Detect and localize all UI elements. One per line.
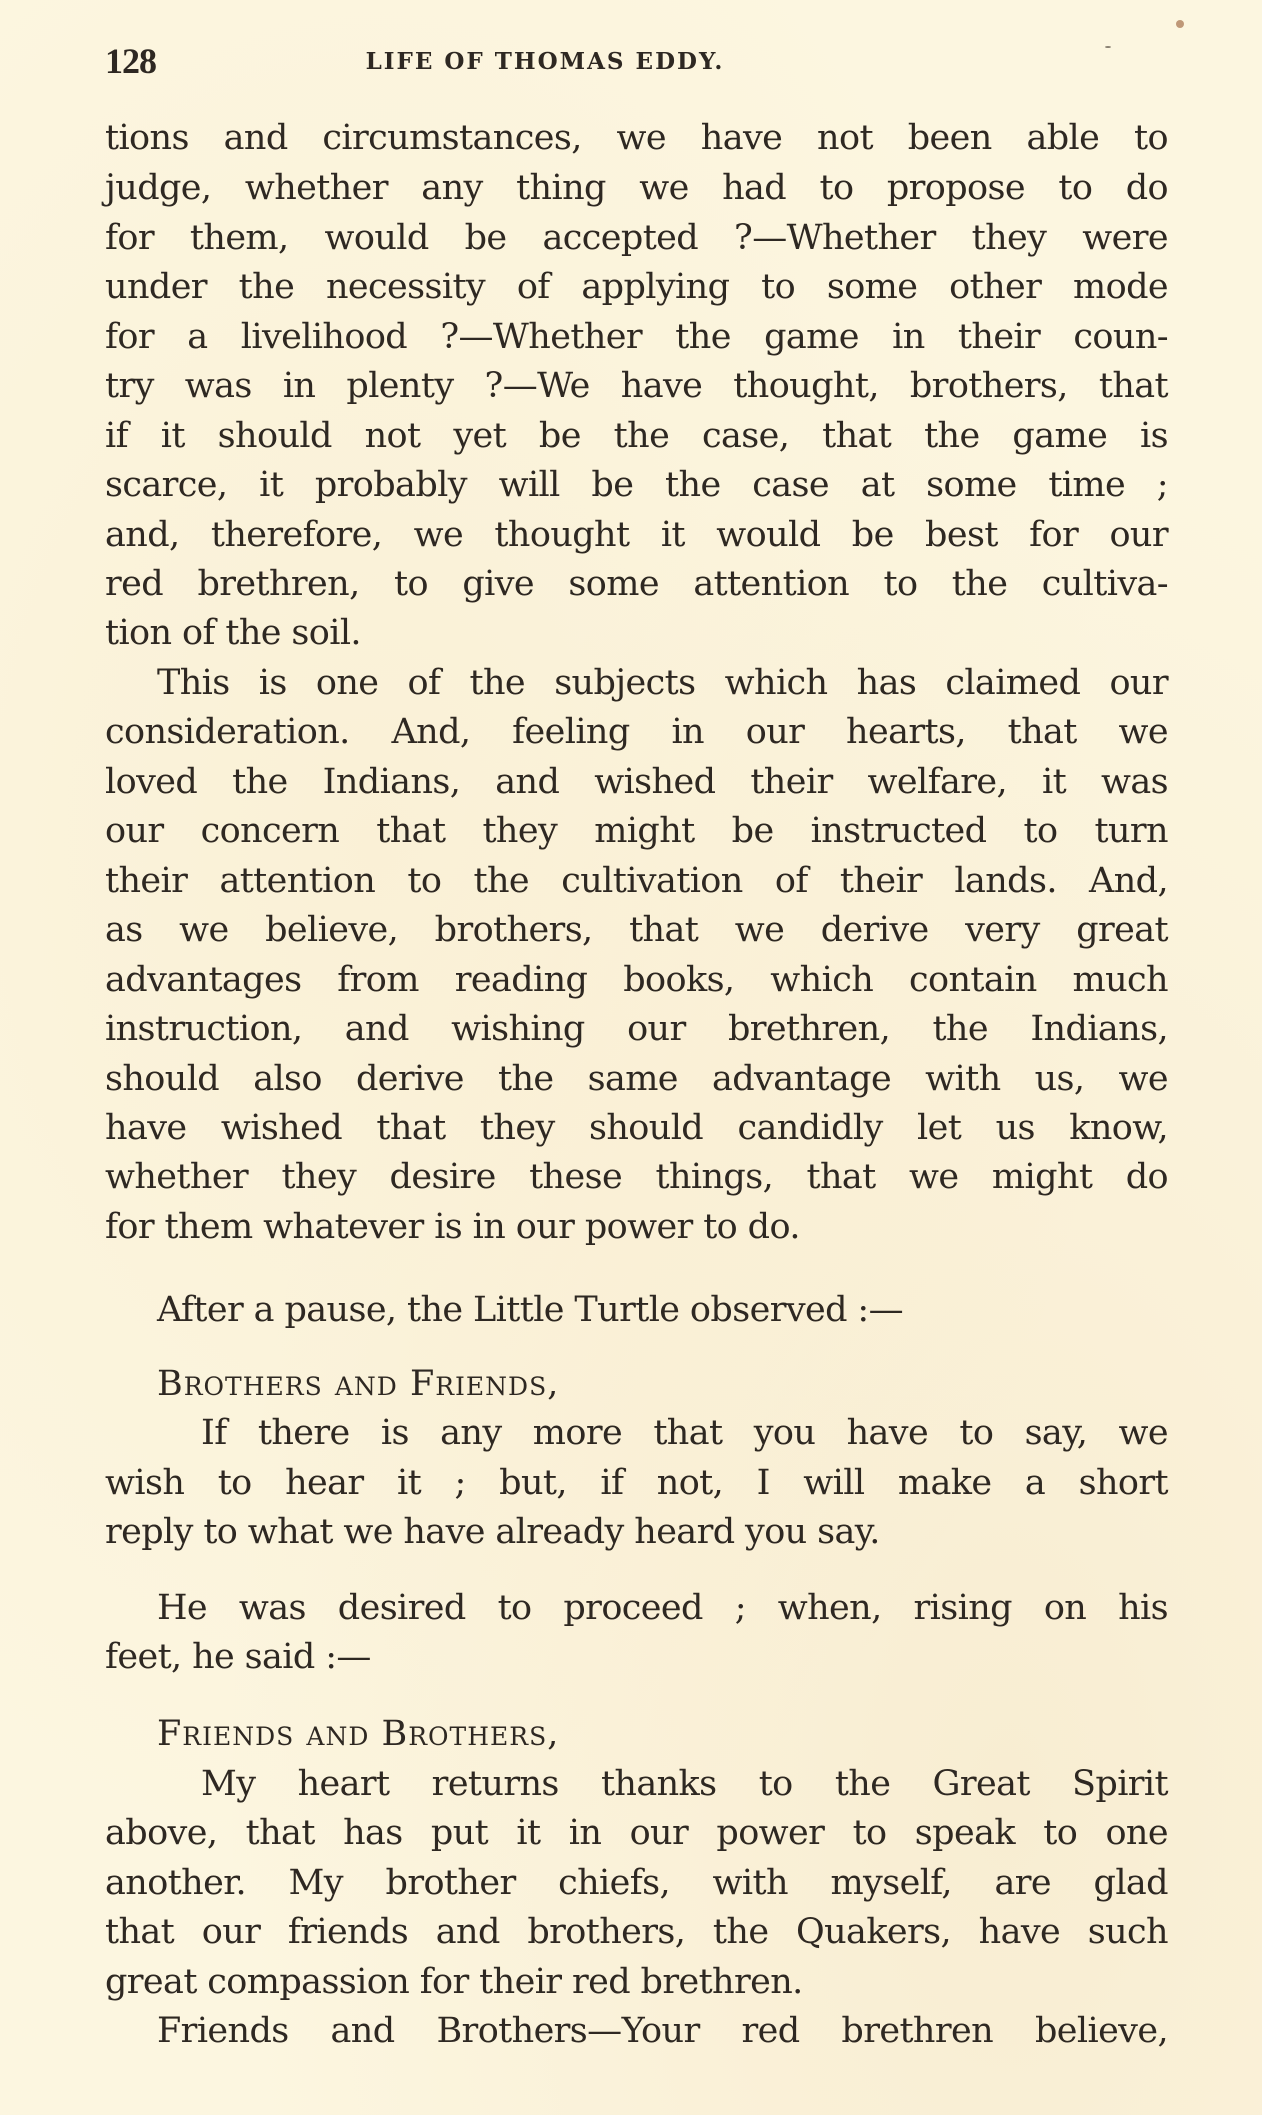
text-line: should also derive the same advantage with us, we (105, 1059, 1168, 1099)
text-line: for a livelihood ?—Whether the game in their coun- (105, 317, 1168, 357)
paper-blemish (1176, 20, 1184, 28)
text-line: tion of the soil. (105, 613, 361, 653)
text-line: He was desired to proceed ; when, rising on his (157, 1588, 1168, 1628)
text-line: This is one of the subjects which has claimed our (157, 663, 1168, 703)
text-line: red brethren, to give some attention to the cultiva- (105, 564, 1168, 604)
text-line: for them whatever is in our power to do. (105, 1207, 800, 1247)
text-line: try was in plenty ?—We have thought, brothers, that (105, 366, 1168, 406)
text-line: reply to what we have already heard you say. (105, 1512, 880, 1552)
text-line: scarce, it probably will be the case at some time ; (105, 465, 1168, 505)
text-line: that our friends and brothers, the Quakers, have such (105, 1912, 1168, 1952)
page-number: 128 (105, 41, 156, 81)
paper-blemish (1105, 46, 1111, 48)
text-line: judge, whether any thing we had to propose to do (105, 168, 1168, 208)
text-line: above, that has put it in our power to speak to one (105, 1813, 1168, 1853)
text-line: whether they desire these things, that we might do (105, 1157, 1168, 1197)
text-line: loved the Indians, and wished their welfare, it was (105, 762, 1168, 802)
text-line: their attention to the cultivation of their lands. And, (105, 861, 1168, 901)
text-line: instruction, and wishing our brethren, the Indians, (105, 1009, 1168, 1049)
text-line: great compassion for their red brethren. (105, 1962, 803, 2002)
text-line: have wished that they should candidly let us know, (105, 1108, 1168, 1148)
text-line: another. My brother chiefs, with myself, are glad (105, 1863, 1168, 1903)
text-line: If there is any more that you have to say, we (201, 1413, 1168, 1453)
salutation: Friends and Brothers, (157, 1714, 560, 1754)
text-line: if it should not yet be the case, that the game is (105, 416, 1168, 456)
text-line: tions and circumstances, we have not been able to (105, 118, 1168, 158)
text-line: Friends and Brothers—Your red brethren believe, (157, 2011, 1168, 2051)
text-line: and, therefore, we thought it would be best for our (105, 515, 1168, 555)
text-line: under the necessity of applying to some other mode (105, 267, 1168, 307)
text-line: feet, he said :— (105, 1637, 371, 1677)
text-line: our concern that they might be instructed to turn (105, 811, 1168, 851)
text-line: advantages from reading books, which contain much (105, 960, 1168, 1000)
text-line: consideration. And, feeling in our hearts, that we (105, 712, 1168, 752)
text-line: After a pause, the Little Turtle observed :— (157, 1290, 904, 1330)
page-header (105, 40, 1168, 90)
text-line: My heart returns thanks to the Great Spirit (201, 1764, 1168, 1804)
text-line: as we believe, brothers, that we derive very great (105, 910, 1168, 950)
text-line: for them, would be accepted ?—Whether they were (105, 218, 1168, 258)
salutation: Brothers and Friends, (157, 1364, 560, 1404)
text-line: wish to hear it ; but, if not, I will make a short (105, 1463, 1168, 1503)
running-title: LIFE OF THOMAS EDDY. (365, 48, 725, 75)
